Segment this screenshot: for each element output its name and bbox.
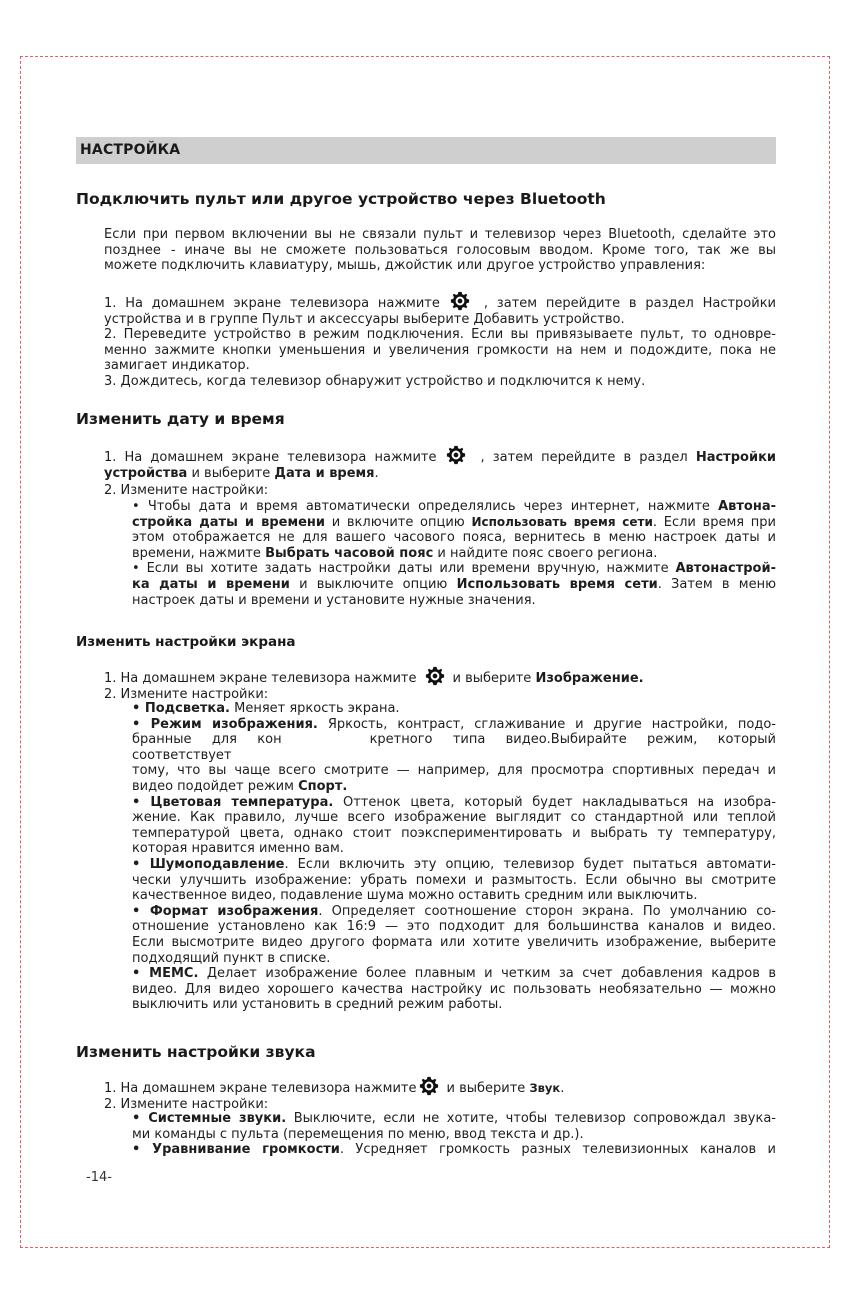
text-fragment: • Шумоподавление	[132, 856, 285, 872]
text-fragment: , затем перейдите в раздел	[480, 450, 688, 465]
gear-icon	[446, 445, 466, 465]
text-fragment: и выключите опцию	[299, 576, 448, 592]
text-fragment: Яркость, контраст, сглаживание и другие настройки, подо-	[327, 716, 776, 732]
text-fragment: времени, нажмите	[132, 545, 261, 561]
sound-steps	[104, 1076, 776, 1112]
text-fragment: • Формат изображения	[132, 903, 319, 919]
screen-bullets	[132, 701, 776, 1013]
text-line: температурой цвета, однако стоит поэкспериментировать и выбрать ту температуру,	[132, 825, 776, 841]
text-fragment: Делает изображение более плавным и четким за счет добавления кадров в	[206, 966, 776, 982]
bluetooth-intro	[104, 227, 776, 274]
text-line: которая нравится именно вам.	[132, 841, 344, 857]
text-fragment: Использовать время сети	[456, 576, 658, 592]
text-fragment: • Подсветка.	[132, 701, 230, 716]
text-fragment: видео подойдет режим	[132, 778, 294, 794]
text-fragment: Дата и время	[274, 465, 375, 481]
text-line: Если при первом включении вы не связали пульт и телевизор через Bluetooth, сделайте это	[104, 227, 776, 242]
text-fragment: Автона-	[718, 499, 776, 514]
text-fragment: , затем перейдите в раздел Настройки	[483, 296, 776, 311]
heading-date-time: Изменить дату и время	[76, 410, 285, 428]
text-fragment: • Режим изображения.	[132, 716, 318, 732]
text-fragment: 1. На домашнем экране телевизора нажмите	[104, 450, 437, 465]
gear-icon	[450, 291, 470, 311]
text-fragment: • MEMC.	[132, 966, 199, 982]
text-line: отношение установлено как 16:9 — это подходит для большинства каналов и видео.	[132, 919, 776, 935]
text-line: чески улучшить изображение: убрать помехи и размытость. Если обычно вы смотрите	[132, 872, 776, 888]
text-fragment: устройства	[104, 465, 188, 481]
text-fragment: .	[374, 465, 379, 481]
text-line: можете подключить клавиатуру, мышь, джойстик или другое устройство управления:	[104, 258, 706, 274]
text-fragment: . Если время при	[652, 514, 776, 530]
heading-bluetooth: Подключить пульт или другое устройство через Bluetooth	[76, 190, 606, 208]
section-title: НАСТРОЙКА	[80, 142, 181, 158]
text-line: подходящий пункт в списке.	[132, 950, 331, 966]
text-line: выключить или установить в средний режим работы.	[132, 997, 503, 1013]
gear-icon	[425, 666, 445, 686]
text-fragment: и найдите пояс своего региона.	[437, 545, 658, 561]
text-line: 2. Измените настройки:	[104, 483, 269, 498]
text-fragment: . Определяет соотношение сторон экрана. По умолчанию со-	[318, 903, 776, 919]
text-fragment: • Цветовая температура.	[132, 794, 334, 810]
text-fragment: 1. На домашнем экране телевизора нажмите	[104, 671, 417, 686]
text-fragment: • Чтобы дата и время автоматически определялись через интернет, нажмите	[132, 499, 710, 514]
text-line: 3. Дождитесь, когда телевизор обнаружит устройство и подключится к нему.	[104, 373, 646, 389]
text-line: устройства и в группе Пульт и аксессуары выберите Добавить устройство.	[104, 311, 625, 327]
heading-screen: Изменить настройки экрана	[76, 634, 296, 650]
text-fragment: Звук	[529, 1081, 561, 1095]
text-fragment: Оттенок цвета, который будет накладываться на изобра-	[343, 794, 776, 810]
text-fragment: Спорт.	[298, 778, 348, 794]
bluetooth-steps	[104, 291, 776, 390]
text-line: 2. Измените настройки:	[104, 686, 269, 702]
text-fragment: . Усредняет громкость разных телевизионных каналов и	[339, 1142, 776, 1158]
text-fragment: и выберите	[191, 465, 271, 481]
text-fragment: Настройки	[695, 450, 776, 465]
text-line: 2. Переведите устройство в режим подключения. Если вы привязываете пульт, то одновре-	[104, 327, 776, 343]
text-line: видео. Для видео хорошего качества настройку ис пользовать необязательно — можно	[132, 981, 776, 997]
text-line: ми команды с пульта (перемещения по меню, ввод текста и др.).	[132, 1126, 584, 1142]
text-line: тому, что вы чаще всего смотрите — например, для просмотра спортивных передач и	[132, 763, 776, 779]
text-fragment: . Затем в меню	[657, 576, 777, 592]
text-line: Если высмотрите видео другого формата или хотите увеличить изображение, выберите	[132, 934, 776, 950]
text-fragment: и включите опцию	[331, 514, 465, 530]
heading-sound: Изменить настройки звука	[76, 1043, 316, 1061]
text-line: этом отображается не для вашего часового пояса, вернитесь в меню настроек даты и	[132, 530, 776, 546]
text-fragment: позднее	[104, 242, 161, 258]
text-fragment: 1. На домашнем экране телевизора нажмите	[104, 296, 440, 311]
text-line: жение. Как правило, лучше всего изображение выглядит со стандартной или теплой	[132, 810, 776, 826]
text-line: качественное видео, подавление шума можно оставить средним или выключить.	[132, 888, 698, 904]
text-fragment: . Если включить эту опцию, телевизор будет пытаться автомати-	[284, 856, 776, 872]
text-fragment: 1. На домашнем экране телевизора нажмите	[104, 1081, 417, 1096]
screen-steps	[104, 666, 776, 702]
date-time-steps	[104, 445, 776, 481]
text-fragment: Изображение.	[535, 671, 644, 686]
text-fragment: стройка даты и времени	[132, 514, 326, 530]
section-header-bar	[76, 137, 776, 164]
text-line: 2. Измените настройки:	[104, 1096, 269, 1112]
text-fragment: и выберите	[452, 671, 532, 686]
text-line: настроек даты и времени и установите нужные значения.	[132, 592, 536, 608]
text-fragment: кретного типа видео.Выбирайте режим, который соответствует	[132, 732, 776, 763]
page-number: -14-	[86, 1170, 112, 1185]
date-time-bullets	[132, 499, 776, 608]
text-line: менно зажмите кнопки уменьшения и увеличения громкости на нем и подождите, пока не	[104, 342, 776, 358]
text-fragment: ка даты и времени	[132, 576, 290, 592]
text-fragment: - иначе вы не сможете пользоваться голосовым вводом. Кроме того, так же вы	[170, 242, 776, 258]
gear-icon	[419, 1076, 439, 1096]
text-fragment: бранные для кон	[132, 732, 282, 748]
date-time-sub	[104, 483, 776, 499]
text-fragment: • Если вы хотите задать настройки даты или времени вручную, нажмите	[132, 561, 669, 577]
text-line: замигает индикатор.	[104, 358, 250, 374]
text-fragment: • Уравнивание громкости	[132, 1142, 340, 1158]
text-fragment: Меняет яркость экрана.	[234, 701, 400, 716]
text-fragment: Автонастрой-	[675, 561, 776, 577]
text-fragment: .	[560, 1081, 565, 1096]
text-fragment: Выбрать часовой пояс	[265, 545, 434, 561]
sound-bullets	[132, 1111, 776, 1158]
text-fragment: Использовать время сети	[471, 514, 653, 529]
text-fragment: • Системные звуки.	[132, 1111, 287, 1126]
text-fragment: Выключите, если не хотите, чтобы телевизор сопровождал звука-	[293, 1111, 776, 1126]
text-fragment: и выберите	[446, 1081, 526, 1096]
